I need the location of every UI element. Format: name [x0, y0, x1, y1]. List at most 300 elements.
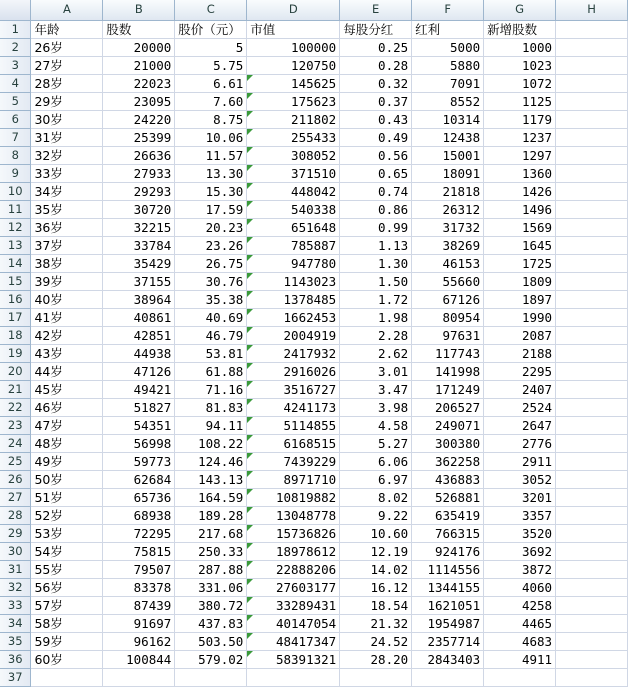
cell-h25[interactable]: [556, 452, 628, 470]
cell-a7[interactable]: 31岁: [31, 128, 103, 146]
cell-e25[interactable]: 6.06: [340, 452, 412, 470]
cell-d26[interactable]: 8971710: [247, 470, 340, 488]
cell-e5[interactable]: 0.37: [340, 92, 412, 110]
cell-c17[interactable]: 40.69: [175, 308, 247, 326]
cell-g14[interactable]: 1725: [484, 254, 556, 272]
cell-c35[interactable]: 503.50: [175, 632, 247, 650]
cell-d13[interactable]: 785887: [247, 236, 340, 254]
cell-d16[interactable]: 1378485: [247, 290, 340, 308]
cell-b14[interactable]: 35429: [103, 254, 175, 272]
cell-e30[interactable]: 12.19: [340, 542, 412, 560]
cell-h36[interactable]: [556, 650, 628, 668]
row-header[interactable]: 26: [0, 470, 31, 488]
row-header[interactable]: 9: [0, 164, 31, 182]
cell-b6[interactable]: 24220: [103, 110, 175, 128]
cell-c2[interactable]: 5: [175, 38, 247, 56]
cell-a21[interactable]: 45岁: [31, 380, 103, 398]
cell-d11[interactable]: 540338: [247, 200, 340, 218]
cell-c28[interactable]: 189.28: [175, 506, 247, 524]
cell-f7[interactable]: 12438: [412, 128, 484, 146]
cell-h17[interactable]: [556, 308, 628, 326]
cell-a24[interactable]: 48岁: [31, 434, 103, 452]
cell-g17[interactable]: 1990: [484, 308, 556, 326]
cell-b20[interactable]: 47126: [103, 362, 175, 380]
cell-b22[interactable]: 51827: [103, 398, 175, 416]
cell-a4[interactable]: 28岁: [31, 74, 103, 92]
cell-d1[interactable]: 市值: [247, 20, 340, 38]
cell-h19[interactable]: [556, 344, 628, 362]
row-header[interactable]: 35: [0, 632, 31, 650]
cell-e19[interactable]: 2.62: [340, 344, 412, 362]
cell-a11[interactable]: 35岁: [31, 200, 103, 218]
row-header[interactable]: 29: [0, 524, 31, 542]
row-header[interactable]: 37: [0, 668, 31, 686]
cell-c32[interactable]: 331.06: [175, 578, 247, 596]
cell-g24[interactable]: 2776: [484, 434, 556, 452]
cell-g2[interactable]: 1000: [484, 38, 556, 56]
cell-c14[interactable]: 26.75: [175, 254, 247, 272]
cell-a15[interactable]: 39岁: [31, 272, 103, 290]
cell-e31[interactable]: 14.02: [340, 560, 412, 578]
cell-c7[interactable]: 10.06: [175, 128, 247, 146]
cell-e16[interactable]: 1.72: [340, 290, 412, 308]
cell-c6[interactable]: 8.75: [175, 110, 247, 128]
row-header[interactable]: 27: [0, 488, 31, 506]
cell-e6[interactable]: 0.43: [340, 110, 412, 128]
cell-d4[interactable]: 145625: [247, 74, 340, 92]
cell-e34[interactable]: 21.32: [340, 614, 412, 632]
cell-f6[interactable]: 10314: [412, 110, 484, 128]
cell-g16[interactable]: 1897: [484, 290, 556, 308]
cell-a26[interactable]: 50岁: [31, 470, 103, 488]
cell-f36[interactable]: 2843403: [412, 650, 484, 668]
cell-f21[interactable]: 171249: [412, 380, 484, 398]
cell-h18[interactable]: [556, 326, 628, 344]
cell-h29[interactable]: [556, 524, 628, 542]
cell-h8[interactable]: [556, 146, 628, 164]
cell-c37[interactable]: [175, 668, 247, 686]
cell-b11[interactable]: 30720: [103, 200, 175, 218]
cell-a31[interactable]: 55岁: [31, 560, 103, 578]
cell-a23[interactable]: 47岁: [31, 416, 103, 434]
cell-d12[interactable]: 651648: [247, 218, 340, 236]
cell-d15[interactable]: 1143023: [247, 272, 340, 290]
cell-f31[interactable]: 1114556: [412, 560, 484, 578]
cell-b30[interactable]: 75815: [103, 542, 175, 560]
cell-f14[interactable]: 46153: [412, 254, 484, 272]
cell-c30[interactable]: 250.33: [175, 542, 247, 560]
row-header[interactable]: 33: [0, 596, 31, 614]
cell-g36[interactable]: 4911: [484, 650, 556, 668]
cell-c16[interactable]: 35.38: [175, 290, 247, 308]
cell-g31[interactable]: 3872: [484, 560, 556, 578]
row-header[interactable]: 6: [0, 110, 31, 128]
row-header[interactable]: 22: [0, 398, 31, 416]
cell-b19[interactable]: 44938: [103, 344, 175, 362]
cell-d36[interactable]: 58391321: [247, 650, 340, 668]
cell-h1[interactable]: [556, 20, 628, 38]
column-header-a[interactable]: A: [31, 0, 103, 20]
cell-b27[interactable]: 65736: [103, 488, 175, 506]
cell-d27[interactable]: 10819882: [247, 488, 340, 506]
cell-c19[interactable]: 53.81: [175, 344, 247, 362]
row-header[interactable]: 24: [0, 434, 31, 452]
cell-a27[interactable]: 51岁: [31, 488, 103, 506]
cell-e32[interactable]: 16.12: [340, 578, 412, 596]
row-header[interactable]: 11: [0, 200, 31, 218]
cell-a8[interactable]: 32岁: [31, 146, 103, 164]
cell-h2[interactable]: [556, 38, 628, 56]
cell-e9[interactable]: 0.65: [340, 164, 412, 182]
cell-g8[interactable]: 1297: [484, 146, 556, 164]
cell-d19[interactable]: 2417932: [247, 344, 340, 362]
row-header[interactable]: 23: [0, 416, 31, 434]
cell-h30[interactable]: [556, 542, 628, 560]
cell-c26[interactable]: 143.13: [175, 470, 247, 488]
cell-a17[interactable]: 41岁: [31, 308, 103, 326]
cell-c29[interactable]: 217.68: [175, 524, 247, 542]
cell-f34[interactable]: 1954987: [412, 614, 484, 632]
cell-f16[interactable]: 67126: [412, 290, 484, 308]
cell-h13[interactable]: [556, 236, 628, 254]
cell-b31[interactable]: 79507: [103, 560, 175, 578]
cell-e26[interactable]: 6.97: [340, 470, 412, 488]
row-header[interactable]: 14: [0, 254, 31, 272]
cell-g10[interactable]: 1426: [484, 182, 556, 200]
row-header[interactable]: 16: [0, 290, 31, 308]
cell-b9[interactable]: 27933: [103, 164, 175, 182]
cell-a9[interactable]: 33岁: [31, 164, 103, 182]
cell-h34[interactable]: [556, 614, 628, 632]
cell-g22[interactable]: 2524: [484, 398, 556, 416]
cell-b2[interactable]: 20000: [103, 38, 175, 56]
row-header[interactable]: 30: [0, 542, 31, 560]
cell-a36[interactable]: 60岁: [31, 650, 103, 668]
row-header[interactable]: 2: [0, 38, 31, 56]
cell-b29[interactable]: 72295: [103, 524, 175, 542]
cell-e10[interactable]: 0.74: [340, 182, 412, 200]
cell-e35[interactable]: 24.52: [340, 632, 412, 650]
column-header-e[interactable]: E: [340, 0, 412, 20]
row-header[interactable]: 20: [0, 362, 31, 380]
cell-g5[interactable]: 1125: [484, 92, 556, 110]
cell-c18[interactable]: 46.79: [175, 326, 247, 344]
cell-g4[interactable]: 1072: [484, 74, 556, 92]
cell-g20[interactable]: 2295: [484, 362, 556, 380]
cell-g30[interactable]: 3692: [484, 542, 556, 560]
cell-a29[interactable]: 53岁: [31, 524, 103, 542]
cell-g3[interactable]: 1023: [484, 56, 556, 74]
cell-g27[interactable]: 3201: [484, 488, 556, 506]
cell-a16[interactable]: 40岁: [31, 290, 103, 308]
row-header[interactable]: 4: [0, 74, 31, 92]
cell-d34[interactable]: 40147054: [247, 614, 340, 632]
cell-c8[interactable]: 11.57: [175, 146, 247, 164]
cell-f1[interactable]: 红利: [412, 20, 484, 38]
cell-g18[interactable]: 2087: [484, 326, 556, 344]
cell-d6[interactable]: 211802: [247, 110, 340, 128]
cell-d31[interactable]: 22888206: [247, 560, 340, 578]
cell-b24[interactable]: 56998: [103, 434, 175, 452]
cell-h23[interactable]: [556, 416, 628, 434]
cell-e28[interactable]: 9.22: [340, 506, 412, 524]
cell-a20[interactable]: 44岁: [31, 362, 103, 380]
cell-a32[interactable]: 56岁: [31, 578, 103, 596]
cell-f5[interactable]: 8552: [412, 92, 484, 110]
cell-b21[interactable]: 49421: [103, 380, 175, 398]
cell-e15[interactable]: 1.50: [340, 272, 412, 290]
cell-a33[interactable]: 57岁: [31, 596, 103, 614]
cell-f30[interactable]: 924176: [412, 542, 484, 560]
cell-e20[interactable]: 3.01: [340, 362, 412, 380]
cell-c24[interactable]: 108.22: [175, 434, 247, 452]
row-header[interactable]: 32: [0, 578, 31, 596]
row-header[interactable]: 12: [0, 218, 31, 236]
cell-c11[interactable]: 17.59: [175, 200, 247, 218]
cell-e11[interactable]: 0.86: [340, 200, 412, 218]
select-all-corner[interactable]: [0, 0, 31, 20]
cell-c33[interactable]: 380.72: [175, 596, 247, 614]
cell-g21[interactable]: 2407: [484, 380, 556, 398]
cell-c34[interactable]: 437.83: [175, 614, 247, 632]
cell-g28[interactable]: 3357: [484, 506, 556, 524]
cell-c36[interactable]: 579.02: [175, 650, 247, 668]
cell-d32[interactable]: 27603177: [247, 578, 340, 596]
cell-f32[interactable]: 1344155: [412, 578, 484, 596]
cell-e13[interactable]: 1.13: [340, 236, 412, 254]
cell-h12[interactable]: [556, 218, 628, 236]
cell-c23[interactable]: 94.11: [175, 416, 247, 434]
cell-b17[interactable]: 40861: [103, 308, 175, 326]
cell-h27[interactable]: [556, 488, 628, 506]
cell-e33[interactable]: 18.54: [340, 596, 412, 614]
cell-b37[interactable]: [103, 668, 175, 686]
cell-d37[interactable]: [247, 668, 340, 686]
cell-f29[interactable]: 766315: [412, 524, 484, 542]
cell-c20[interactable]: 61.88: [175, 362, 247, 380]
cell-f25[interactable]: 362258: [412, 452, 484, 470]
cell-d23[interactable]: 5114855: [247, 416, 340, 434]
cell-a25[interactable]: 49岁: [31, 452, 103, 470]
cell-e17[interactable]: 1.98: [340, 308, 412, 326]
cell-h31[interactable]: [556, 560, 628, 578]
cell-c27[interactable]: 164.59: [175, 488, 247, 506]
cell-c21[interactable]: 71.16: [175, 380, 247, 398]
cell-f26[interactable]: 436883: [412, 470, 484, 488]
cell-a19[interactable]: 43岁: [31, 344, 103, 362]
cell-f22[interactable]: 206527: [412, 398, 484, 416]
cell-g35[interactable]: 4683: [484, 632, 556, 650]
cell-g9[interactable]: 1360: [484, 164, 556, 182]
cell-a18[interactable]: 42岁: [31, 326, 103, 344]
cell-f2[interactable]: 5000: [412, 38, 484, 56]
cell-e1[interactable]: 每股分红: [340, 20, 412, 38]
cell-a5[interactable]: 29岁: [31, 92, 103, 110]
cell-g1[interactable]: 新增股数: [484, 20, 556, 38]
cell-g15[interactable]: 1809: [484, 272, 556, 290]
cell-b1[interactable]: 股数: [103, 20, 175, 38]
cell-g13[interactable]: 1645: [484, 236, 556, 254]
cell-f28[interactable]: 635419: [412, 506, 484, 524]
cell-c1[interactable]: 股价（元）: [175, 20, 247, 38]
cell-d5[interactable]: 175623: [247, 92, 340, 110]
cell-f4[interactable]: 7091: [412, 74, 484, 92]
cell-c25[interactable]: 124.46: [175, 452, 247, 470]
cell-c31[interactable]: 287.88: [175, 560, 247, 578]
cell-g37[interactable]: [484, 668, 556, 686]
cell-d2[interactable]: 100000: [247, 38, 340, 56]
row-header[interactable]: 34: [0, 614, 31, 632]
cell-d8[interactable]: 308052: [247, 146, 340, 164]
cell-f15[interactable]: 55660: [412, 272, 484, 290]
row-header[interactable]: 1: [0, 20, 31, 38]
cell-g7[interactable]: 1237: [484, 128, 556, 146]
cell-h6[interactable]: [556, 110, 628, 128]
cell-d7[interactable]: 255433: [247, 128, 340, 146]
cell-e27[interactable]: 8.02: [340, 488, 412, 506]
cell-h10[interactable]: [556, 182, 628, 200]
column-header-f[interactable]: F: [412, 0, 484, 20]
column-header-d[interactable]: D: [247, 0, 340, 20]
row-header[interactable]: 18: [0, 326, 31, 344]
cell-g11[interactable]: 1496: [484, 200, 556, 218]
cell-e14[interactable]: 1.30: [340, 254, 412, 272]
cell-d24[interactable]: 6168515: [247, 434, 340, 452]
cell-b34[interactable]: 91697: [103, 614, 175, 632]
cell-a3[interactable]: 27岁: [31, 56, 103, 74]
cell-e29[interactable]: 10.60: [340, 524, 412, 542]
row-header[interactable]: 8: [0, 146, 31, 164]
cell-d25[interactable]: 7439229: [247, 452, 340, 470]
cell-a22[interactable]: 46岁: [31, 398, 103, 416]
cell-e4[interactable]: 0.32: [340, 74, 412, 92]
cell-a34[interactable]: 58岁: [31, 614, 103, 632]
cell-b36[interactable]: 100844: [103, 650, 175, 668]
cell-g23[interactable]: 2647: [484, 416, 556, 434]
cell-b35[interactable]: 96162: [103, 632, 175, 650]
cell-d3[interactable]: 120750: [247, 56, 340, 74]
cell-b28[interactable]: 68938: [103, 506, 175, 524]
cell-h24[interactable]: [556, 434, 628, 452]
cell-e36[interactable]: 28.20: [340, 650, 412, 668]
cell-g19[interactable]: 2188: [484, 344, 556, 362]
cell-b15[interactable]: 37155: [103, 272, 175, 290]
cell-d10[interactable]: 448042: [247, 182, 340, 200]
cell-h5[interactable]: [556, 92, 628, 110]
row-header[interactable]: 19: [0, 344, 31, 362]
cell-d18[interactable]: 2004919: [247, 326, 340, 344]
cell-c15[interactable]: 30.76: [175, 272, 247, 290]
cell-e23[interactable]: 4.58: [340, 416, 412, 434]
cell-b3[interactable]: 21000: [103, 56, 175, 74]
cell-a6[interactable]: 30岁: [31, 110, 103, 128]
cell-h11[interactable]: [556, 200, 628, 218]
cell-h20[interactable]: [556, 362, 628, 380]
cell-h7[interactable]: [556, 128, 628, 146]
column-header-g[interactable]: G: [484, 0, 556, 20]
cell-b32[interactable]: 83378: [103, 578, 175, 596]
cell-a30[interactable]: 54岁: [31, 542, 103, 560]
cell-b33[interactable]: 87439: [103, 596, 175, 614]
cell-g33[interactable]: 4258: [484, 596, 556, 614]
cell-b8[interactable]: 26636: [103, 146, 175, 164]
cell-e8[interactable]: 0.56: [340, 146, 412, 164]
cell-c13[interactable]: 23.26: [175, 236, 247, 254]
cell-b10[interactable]: 29293: [103, 182, 175, 200]
row-header[interactable]: 3: [0, 56, 31, 74]
cell-c3[interactable]: 5.75: [175, 56, 247, 74]
column-header-h[interactable]: H: [556, 0, 628, 20]
cell-h16[interactable]: [556, 290, 628, 308]
row-header[interactable]: 28: [0, 506, 31, 524]
cell-e3[interactable]: 0.28: [340, 56, 412, 74]
cell-e12[interactable]: 0.99: [340, 218, 412, 236]
cell-b12[interactable]: 32215: [103, 218, 175, 236]
cell-c22[interactable]: 81.83: [175, 398, 247, 416]
cell-f27[interactable]: 526881: [412, 488, 484, 506]
cell-e22[interactable]: 3.98: [340, 398, 412, 416]
cell-f17[interactable]: 80954: [412, 308, 484, 326]
column-header-c[interactable]: C: [175, 0, 247, 20]
cell-d33[interactable]: 33289431: [247, 596, 340, 614]
cell-h33[interactable]: [556, 596, 628, 614]
row-header[interactable]: 25: [0, 452, 31, 470]
cell-e7[interactable]: 0.49: [340, 128, 412, 146]
cell-d9[interactable]: 371510: [247, 164, 340, 182]
row-header[interactable]: 31: [0, 560, 31, 578]
cell-f3[interactable]: 5880: [412, 56, 484, 74]
row-header[interactable]: 5: [0, 92, 31, 110]
cell-g34[interactable]: 4465: [484, 614, 556, 632]
cell-e37[interactable]: [340, 668, 412, 686]
cell-h22[interactable]: [556, 398, 628, 416]
cell-d17[interactable]: 1662453: [247, 308, 340, 326]
cell-a2[interactable]: 26岁: [31, 38, 103, 56]
cell-c9[interactable]: 13.30: [175, 164, 247, 182]
cell-h32[interactable]: [556, 578, 628, 596]
cell-e2[interactable]: 0.25: [340, 38, 412, 56]
cell-g6[interactable]: 1179: [484, 110, 556, 128]
row-header[interactable]: 7: [0, 128, 31, 146]
row-header[interactable]: 17: [0, 308, 31, 326]
row-header[interactable]: 13: [0, 236, 31, 254]
cell-e24[interactable]: 5.27: [340, 434, 412, 452]
cell-f24[interactable]: 300380: [412, 434, 484, 452]
cell-f18[interactable]: 97631: [412, 326, 484, 344]
cell-c5[interactable]: 7.60: [175, 92, 247, 110]
cell-e18[interactable]: 2.28: [340, 326, 412, 344]
cell-c10[interactable]: 15.30: [175, 182, 247, 200]
cell-f13[interactable]: 38269: [412, 236, 484, 254]
cell-h21[interactable]: [556, 380, 628, 398]
cell-b26[interactable]: 62684: [103, 470, 175, 488]
cell-h14[interactable]: [556, 254, 628, 272]
cell-f20[interactable]: 141998: [412, 362, 484, 380]
cell-b25[interactable]: 59773: [103, 452, 175, 470]
cell-h4[interactable]: [556, 74, 628, 92]
cell-a35[interactable]: 59岁: [31, 632, 103, 650]
cell-d30[interactable]: 18978612: [247, 542, 340, 560]
cell-h15[interactable]: [556, 272, 628, 290]
cell-e21[interactable]: 3.47: [340, 380, 412, 398]
cell-f37[interactable]: [412, 668, 484, 686]
cell-b18[interactable]: 42851: [103, 326, 175, 344]
cell-d29[interactable]: 15736826: [247, 524, 340, 542]
cell-f33[interactable]: 1621051: [412, 596, 484, 614]
cell-g29[interactable]: 3520: [484, 524, 556, 542]
cell-h28[interactable]: [556, 506, 628, 524]
cell-f10[interactable]: 21818: [412, 182, 484, 200]
